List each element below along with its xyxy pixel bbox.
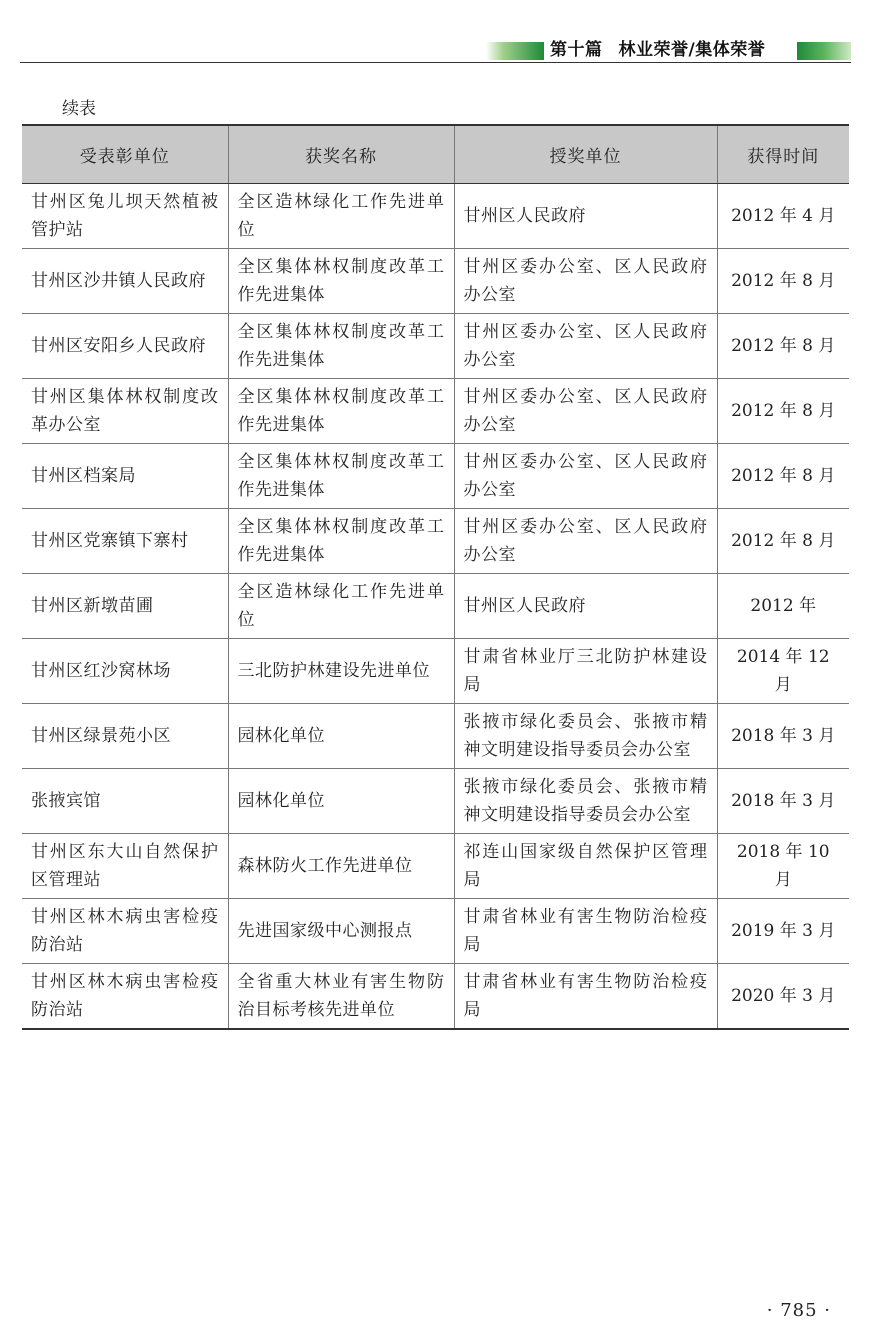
table-row <box>22 444 849 509</box>
table-row <box>22 184 849 249</box>
cell-date: 2014 年 12 月 <box>717 639 849 704</box>
cell-unit: 甘州区林木病虫害检疫防治站 <box>22 964 228 1029</box>
cell-grantor: 甘州区人民政府 <box>454 184 717 249</box>
cell-date: 2018 年 10 月 <box>717 834 849 899</box>
table-row <box>22 639 849 704</box>
cell-award: 全省重大林业有害生物防治目标考核先进单位 <box>228 964 454 1029</box>
column-header-date: 获得时间 <box>717 125 849 184</box>
cell-unit: 甘州区新墩苗圃 <box>22 574 228 639</box>
cell-award: 园林化单位 <box>228 704 454 769</box>
cell-unit: 甘州区兔儿坝天然植被管护站 <box>22 184 228 249</box>
table-row <box>22 379 849 444</box>
cell-unit: 甘州区沙井镇人民政府 <box>22 249 228 314</box>
cell-award: 全区集体林权制度改革工作先进集体 <box>228 379 454 444</box>
cell-grantor: 祁连山国家级自然保护区管理局 <box>454 834 717 899</box>
cell-date: 2012 年 8 月 <box>717 379 849 444</box>
cell-award: 全区集体林权制度改革工作先进集体 <box>228 444 454 509</box>
cell-unit: 甘州区档案局 <box>22 444 228 509</box>
header-section: 林业荣誉/集体荣誉 <box>618 40 766 60</box>
cell-date: 2018 年 3 月 <box>717 769 849 834</box>
column-header-award: 获奖名称 <box>228 125 454 184</box>
cell-date: 2012 年 8 月 <box>717 509 849 574</box>
header-title <box>550 40 765 60</box>
cell-award: 园林化单位 <box>228 769 454 834</box>
cell-date: 2019 年 3 月 <box>717 899 849 964</box>
cell-unit: 甘州区安阳乡人民政府 <box>22 314 228 379</box>
header-chapter: 第十篇 <box>550 40 603 60</box>
cell-date: 2012 年 8 月 <box>717 314 849 379</box>
cell-grantor: 甘州区委办公室、区人民政府办公室 <box>454 379 717 444</box>
column-header-grantor: 授奖单位 <box>454 125 717 184</box>
cell-award: 全区造林绿化工作先进单位 <box>228 574 454 639</box>
cell-grantor: 张掖市绿化委员会、张掖市精神文明建设指导委员会办公室 <box>454 769 717 834</box>
table-row <box>22 574 849 639</box>
header-row <box>22 125 849 184</box>
cell-unit: 甘州区林木病虫害检疫防治站 <box>22 899 228 964</box>
cell-grantor: 甘州区委办公室、区人民政府办公室 <box>454 314 717 379</box>
cell-unit: 甘州区红沙窝林场 <box>22 639 228 704</box>
page-number: · 785 · <box>766 1300 831 1321</box>
table-row <box>22 704 849 769</box>
table-row <box>22 834 849 899</box>
cell-grantor: 甘州区人民政府 <box>454 574 717 639</box>
cell-grantor: 甘肃省林业有害生物防治检疫局 <box>454 899 717 964</box>
cell-date: 2012 年 8 月 <box>717 444 849 509</box>
table-row <box>22 509 849 574</box>
table-row <box>22 249 849 314</box>
awards-table <box>22 124 849 1030</box>
cell-grantor: 甘肃省林业有害生物防治检疫局 <box>454 964 717 1029</box>
table-header <box>22 125 849 184</box>
cell-date: 2018 年 3 月 <box>717 704 849 769</box>
cell-unit: 张掖宾馆 <box>22 769 228 834</box>
cell-grantor: 甘州区委办公室、区人民政府办公室 <box>454 249 717 314</box>
cell-award: 全区造林绿化工作先进单位 <box>228 184 454 249</box>
cell-grantor: 张掖市绿化委员会、张掖市精神文明建设指导委员会办公室 <box>454 704 717 769</box>
cell-grantor: 甘州区委办公室、区人民政府办公室 <box>454 444 717 509</box>
cell-date: 2012 年 8 月 <box>717 249 849 314</box>
cell-unit: 甘州区党寨镇下寨村 <box>22 509 228 574</box>
cell-date: 2012 年 4 月 <box>717 184 849 249</box>
continued-label: 续表 <box>62 99 96 119</box>
cell-grantor: 甘州区委办公室、区人民政府办公室 <box>454 509 717 574</box>
running-header <box>20 40 851 64</box>
table-row <box>22 899 849 964</box>
table-body <box>22 184 849 1029</box>
cell-unit: 甘州区集体林权制度改革办公室 <box>22 379 228 444</box>
cell-date: 2020 年 3 月 <box>717 964 849 1029</box>
header-rule <box>20 62 851 63</box>
cell-award: 先进国家级中心测报点 <box>228 899 454 964</box>
cell-unit: 甘州区绿景苑小区 <box>22 704 228 769</box>
header-right-gradient-bar <box>797 42 851 60</box>
cell-award: 全区集体林权制度改革工作先进集体 <box>228 314 454 379</box>
cell-date: 2012 年 <box>717 574 849 639</box>
header-left-gradient-bar <box>486 42 544 60</box>
cell-award: 三北防护林建设先进单位 <box>228 639 454 704</box>
cell-grantor: 甘肃省林业厅三北防护林建设局 <box>454 639 717 704</box>
cell-award: 森林防火工作先进单位 <box>228 834 454 899</box>
column-header-unit: 受表彰单位 <box>22 125 228 184</box>
cell-award: 全区集体林权制度改革工作先进集体 <box>228 249 454 314</box>
table-row <box>22 769 849 834</box>
table-row <box>22 964 849 1029</box>
cell-award: 全区集体林权制度改革工作先进集体 <box>228 509 454 574</box>
cell-unit: 甘州区东大山自然保护区管理站 <box>22 834 228 899</box>
table-row <box>22 314 849 379</box>
